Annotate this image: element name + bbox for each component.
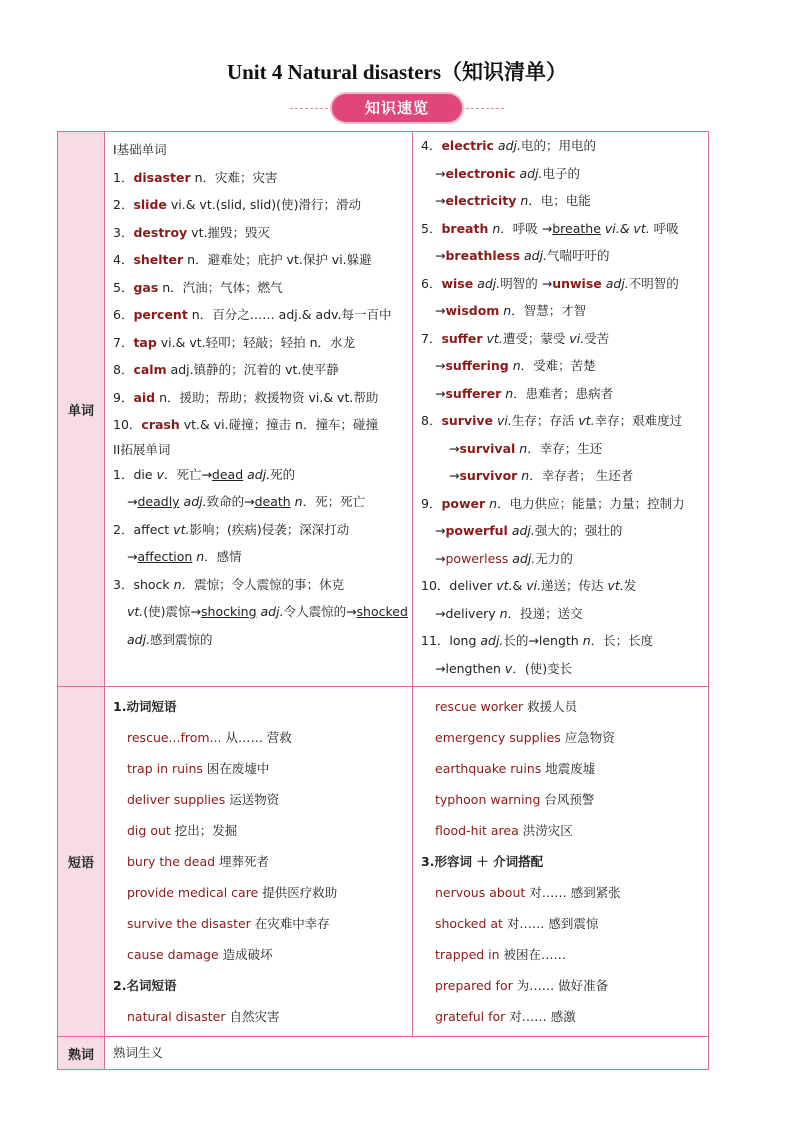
phrases-label: 短语	[58, 687, 105, 1037]
vocab-word: tap	[133, 334, 157, 350]
text-fragment: shocking	[201, 604, 257, 619]
text-fragment: sufferer	[445, 385, 502, 401]
word-definition: n．百分之…… adj.& adv.每一百中	[187, 307, 392, 322]
phrases-right-list	[413, 687, 708, 1036]
text-fragment: vi.	[526, 578, 542, 593]
word-line	[421, 380, 708, 408]
word-line	[421, 160, 708, 188]
basic-word-item	[113, 274, 412, 302]
ext-word-line	[113, 461, 412, 489]
text-fragment: →	[435, 385, 446, 401]
text-fragment: →	[435, 165, 446, 181]
basic-word-item	[113, 246, 412, 274]
text-fragment: 6．	[421, 275, 442, 291]
text-fragment: powerless	[445, 550, 509, 566]
text-fragment: ．呼吸 →	[500, 220, 553, 236]
text-fragment: survive	[441, 413, 494, 428]
word-line	[421, 132, 708, 160]
text-fragment: 感到震惊的	[150, 631, 213, 647]
text-fragment: 令人震惊的→	[283, 604, 357, 619]
phrase-en: grateful for	[435, 1009, 506, 1024]
phrase-item	[421, 691, 708, 722]
text-fragment: →	[435, 523, 446, 538]
text-fragment: n	[501, 385, 514, 401]
text-fragment: 受苦	[584, 330, 610, 346]
word-line	[421, 600, 708, 628]
phrase-item	[421, 939, 708, 970]
text-fragment: adj.	[520, 248, 548, 263]
phrase-zh: 救援人员	[523, 699, 578, 714]
badge-divider-right	[466, 108, 504, 109]
text-fragment: dead	[211, 466, 244, 482]
text-fragment: adj.	[473, 275, 501, 291]
phrase-en: rescue...from...	[127, 730, 222, 745]
phrase-zh: 挖出；发掘	[170, 823, 238, 838]
text-fragment: →	[127, 549, 138, 564]
word-definition: adj.镇静的；沉着的 vt.使平静	[166, 362, 339, 377]
extended-words-heading: II拓展单词	[113, 441, 171, 457]
text-fragment: →delivery	[435, 605, 500, 621]
item-number: 7．	[113, 334, 134, 350]
phrase-item	[421, 722, 708, 753]
text-fragment: ．幸存；生还	[527, 440, 603, 456]
text-fragment: 影响；(疾病)侵袭；深深打动	[189, 521, 350, 537]
phrase-en: emergency supplies	[435, 730, 561, 745]
phrase-en: deliver supplies	[127, 792, 226, 807]
text-fragment: v	[156, 466, 164, 482]
text-fragment: ．死；死亡	[302, 494, 366, 509]
text-fragment: vt.	[496, 578, 513, 593]
text-fragment: →	[449, 440, 460, 456]
vocab-word: crash	[141, 417, 180, 432]
noun-phrases-list	[113, 1001, 412, 1032]
text-fragment: vt.	[127, 604, 144, 619]
phrase-zh: 从…… 营救	[221, 730, 292, 745]
text-fragment: adj.	[507, 523, 535, 538]
text-fragment: adj.	[493, 138, 521, 153]
phrase-en: trapped in	[435, 947, 500, 962]
badge-divider-left	[290, 108, 328, 109]
text-fragment: shocked	[356, 604, 408, 619]
word-line	[421, 297, 708, 325]
phrase-item	[113, 908, 412, 939]
basic-word-item	[113, 411, 412, 439]
adj-prep-heading: 3.形容词 ＋ 介词搭配	[421, 854, 544, 869]
text-fragment: ．电；电能	[528, 193, 591, 208]
text-fragment: 递送；传达	[541, 578, 608, 593]
phrases-right-cell	[413, 687, 709, 1037]
basic-word-item	[113, 219, 412, 247]
word-line	[421, 462, 708, 490]
text-fragment: unwise	[552, 275, 602, 291]
text-fragment: ．投递；送交	[507, 605, 583, 621]
phrase-item	[113, 939, 412, 970]
vocab-word: slide	[133, 197, 167, 212]
words-row	[58, 132, 709, 687]
word-line	[421, 545, 708, 573]
item-number: 4．	[113, 252, 134, 267]
ext-word-line	[113, 598, 412, 626]
basic-words-list	[113, 164, 412, 439]
phrase-item	[421, 784, 708, 815]
word-definition: vt.& vi.碰撞；撞击 n．撞车；碰撞	[179, 417, 378, 432]
text-fragment: 电子的	[542, 165, 580, 181]
text-fragment: ．电力供应；能量；力量；控制力	[497, 495, 685, 511]
text-fragment: adj.	[480, 633, 504, 648]
ext-word-line	[113, 543, 412, 571]
word-line	[421, 655, 708, 683]
phrase-item	[113, 784, 412, 815]
vocab-word: disaster	[133, 169, 191, 185]
text-fragment: 2．affect	[113, 521, 174, 537]
text-fragment: ．患难者；患病者	[513, 385, 614, 401]
text-fragment: 发	[623, 578, 637, 593]
phrase-en: earthquake ruins	[435, 761, 542, 776]
phrase-en: nervous about	[435, 885, 526, 900]
text-fragment: suffering	[445, 358, 509, 373]
text-fragment: breath	[441, 220, 489, 236]
phrase-zh: 自然灾害	[225, 1009, 280, 1024]
text-fragment: →	[435, 358, 446, 373]
item-number: 10．	[113, 417, 142, 432]
text-fragment: 生存；存活	[511, 413, 579, 428]
text-fragment: 3．shock	[113, 576, 174, 592]
text-fragment: vt.	[607, 578, 624, 593]
word-definition: n．灾难；灾害	[190, 169, 278, 185]
vocab-word: shelter	[133, 252, 184, 267]
text-fragment: 致命的→	[206, 494, 255, 509]
phrase-en: provide medical care	[127, 885, 259, 900]
text-fragment: adj.	[601, 275, 629, 291]
word-line	[421, 325, 708, 353]
text-fragment: 1．die	[113, 466, 157, 482]
text-fragment: survivor	[459, 468, 518, 483]
word-line	[421, 270, 708, 298]
text-fragment: →	[127, 494, 138, 509]
word-line	[421, 215, 708, 243]
item-number: 8．	[113, 362, 134, 377]
phrase-item	[113, 815, 412, 846]
phrase-en: typhoon warning	[435, 792, 541, 807]
text-fragment: →	[435, 303, 446, 318]
word-line	[421, 187, 708, 215]
text-fragment: n	[582, 633, 591, 648]
text-fragment: ．感情	[204, 549, 242, 564]
ext-word-line	[113, 626, 412, 654]
text-fragment: 无力的	[535, 550, 573, 566]
phrase-zh: 为…… 做好准备	[512, 978, 609, 993]
item-number: 9．	[113, 389, 134, 405]
phrase-item	[421, 1001, 708, 1032]
phrase-zh: 埋葬死者	[215, 854, 270, 869]
text-fragment: →	[435, 550, 446, 566]
verb-phrases-list	[113, 722, 412, 970]
word-definition: vi.& vt.(slid, slid)(使)滑行；滑动	[166, 197, 361, 212]
phrases-row	[58, 687, 709, 1037]
text-fragment: adj.	[515, 165, 543, 181]
text-fragment: →	[435, 248, 446, 263]
phrase-en: natural disaster	[127, 1009, 226, 1024]
phrase-en: prepared for	[435, 978, 513, 993]
text-fragment: n	[516, 193, 529, 208]
text-fragment: adj.	[179, 494, 207, 509]
phrase-item	[113, 753, 412, 784]
text-fragment: n	[499, 605, 508, 621]
text-fragment: electric	[441, 138, 494, 153]
familiar-text: 熟词生义	[113, 1045, 164, 1060]
text-fragment: 不明智的	[628, 275, 679, 291]
phrase-zh: 运送物资	[225, 792, 280, 807]
text-fragment: →	[449, 468, 460, 483]
basic-word-item	[113, 356, 412, 384]
text-fragment: →	[435, 193, 446, 208]
text-fragment: powerful	[445, 523, 508, 538]
text-fragment: 4．	[421, 138, 442, 153]
text-fragment: vi.	[493, 413, 512, 428]
familiar-label: 熟词	[58, 1037, 105, 1070]
word-line	[421, 242, 708, 270]
phrase-en: trap in ruins	[127, 761, 203, 776]
phrase-item	[421, 970, 708, 1001]
words-right-list	[413, 132, 708, 686]
text-fragment: vt.	[578, 413, 595, 428]
text-fragment: vi.& vt.	[600, 220, 650, 236]
word-line	[421, 572, 708, 600]
word-line	[421, 435, 708, 463]
phrases-left-cell	[105, 687, 413, 1037]
text-fragment: 死的	[270, 466, 296, 482]
vocab-word: calm	[133, 362, 167, 377]
text-fragment: 电的；用电的	[520, 138, 596, 153]
basic-word-item	[113, 191, 412, 219]
text-fragment: &	[512, 578, 527, 593]
phrase-item	[421, 753, 708, 784]
phrase-item	[421, 877, 708, 908]
text-fragment: ．智慧；才智	[511, 303, 587, 318]
phrase-en: flood-hit area	[435, 823, 519, 838]
text-fragment: ．长；长度	[590, 633, 654, 648]
text-fragment: 10．deliver	[421, 578, 497, 593]
text-fragment: affection	[137, 549, 193, 564]
text-fragment: 长的→length	[503, 633, 583, 648]
text-fragment: 遭受；蒙受	[502, 330, 570, 346]
section-badge: 知识速览	[332, 94, 462, 122]
phrase-zh: 提供医疗救助	[258, 885, 338, 900]
phrase-item	[421, 815, 708, 846]
word-definition: n．汽油；气体；燃气	[158, 279, 283, 295]
vocab-word: aid	[133, 389, 156, 405]
text-fragment: vi.	[569, 330, 585, 346]
text-fragment: ．(使)变长	[512, 660, 573, 676]
noun-phrases-heading: 2.名词短语	[113, 978, 177, 993]
phrase-zh: 洪涝灾区	[518, 823, 573, 838]
text-fragment: survival	[459, 440, 516, 456]
text-fragment: 7．	[421, 330, 442, 346]
text-fragment: 9．	[421, 495, 442, 511]
phrase-item	[113, 722, 412, 753]
text-fragment: ．幸存者； 生还者	[529, 468, 634, 483]
basic-word-item	[113, 329, 412, 357]
ext-word-line	[113, 516, 412, 544]
text-fragment: n	[515, 440, 528, 456]
text-fragment: wise	[441, 275, 474, 291]
text-fragment: 幸存；艰难度过	[594, 413, 683, 428]
word-definition: vt.摧毁；毁灭	[187, 224, 270, 240]
text-fragment: adj.	[256, 604, 284, 619]
ext-word-line	[113, 571, 412, 599]
vocab-word: destroy	[133, 224, 188, 240]
phrase-en: bury the dead	[127, 854, 216, 869]
page-title: Unit 4 Natural disasters（知识清单）	[226, 60, 568, 84]
phrase-zh: 困在废墟中	[202, 761, 270, 776]
text-fragment: →lengthen	[435, 660, 505, 676]
word-definition: n．援助；帮助；救援物资 vi.& vt.帮助	[155, 389, 379, 405]
basic-words-heading: I基础单词	[113, 142, 167, 157]
text-fragment: 8．	[421, 413, 442, 428]
item-number: 5．	[113, 279, 134, 295]
basic-word-item	[113, 164, 412, 192]
basic-word-item	[113, 301, 412, 329]
text-fragment: n	[485, 495, 498, 511]
section-badge-wrap	[0, 94, 794, 124]
phrase-zh: 台风预警	[540, 792, 595, 807]
text-fragment: vt.	[173, 521, 190, 537]
item-number: 6．	[113, 307, 134, 322]
words-label: 单词	[58, 132, 105, 687]
item-number: 3．	[113, 224, 134, 240]
words-right-cell	[413, 132, 709, 687]
adj-prep-list	[421, 877, 708, 1032]
text-fragment: 11．long	[421, 633, 481, 648]
vocab-word: gas	[133, 279, 159, 295]
text-fragment: 气喘吁吁的	[547, 248, 610, 263]
phrase-item	[113, 877, 412, 908]
ext-word-line	[113, 488, 412, 516]
phrase-zh: 造成破坏	[218, 947, 273, 962]
word-line	[421, 352, 708, 380]
word-line	[421, 490, 708, 518]
phrase-item	[113, 846, 412, 877]
text-fragment: 强大的；强壮的	[534, 523, 623, 538]
phrase-zh: 对…… 感激	[505, 1009, 576, 1024]
text-fragment: n	[508, 358, 521, 373]
familiar-row	[58, 1037, 709, 1070]
text-fragment: electronic	[445, 165, 516, 181]
word-line	[421, 407, 708, 435]
phrase-item	[421, 908, 708, 939]
phrase-en: shocked at	[435, 916, 503, 931]
text-fragment: breathless	[445, 248, 521, 263]
familiar-cell	[105, 1037, 709, 1070]
text-fragment: ．震惊；令人震惊的事；休克	[181, 576, 345, 592]
text-fragment: wisdom	[445, 303, 500, 318]
word-line	[421, 517, 708, 545]
phrase-zh: 在灾难中幸存	[250, 916, 330, 931]
text-fragment: n	[192, 549, 205, 564]
text-fragment: n	[290, 494, 303, 509]
phrase-zh: 地震废墟	[541, 761, 596, 776]
text-fragment: (使)震惊→	[143, 604, 202, 619]
text-fragment: death	[254, 494, 291, 509]
text-fragment: deadly	[137, 494, 180, 509]
text-fragment: 明智的 →	[500, 275, 553, 291]
phrase-en: dig out	[127, 823, 171, 838]
phrases-left-list	[105, 687, 412, 1036]
text-fragment: 呼吸	[649, 220, 679, 236]
phrase-zh: 对…… 感到震惊	[502, 916, 599, 931]
text-fragment: 5．	[421, 220, 442, 236]
text-fragment: suffer	[441, 330, 483, 346]
phrase-item	[113, 1001, 412, 1032]
phrase-zh: 对…… 感到紧张	[525, 885, 621, 900]
phrase-en: cause damage	[127, 947, 219, 962]
text-fragment: n	[499, 303, 512, 318]
phrase-zh: 应急物资	[560, 730, 615, 745]
words-left-cell	[105, 132, 413, 687]
noun-phrases-list-continued	[421, 691, 708, 846]
text-fragment: adj.	[243, 466, 271, 482]
text-fragment: adj.	[127, 631, 151, 647]
phrase-en: survive the disaster	[127, 916, 251, 931]
word-definition: vi.& vt.轻叩；轻敲；轻拍 n．水龙	[156, 334, 356, 350]
knowledge-table	[57, 131, 709, 1070]
item-number: 1．	[113, 169, 134, 185]
text-fragment: adj.	[508, 550, 536, 566]
text-fragment: breathe	[552, 220, 601, 236]
item-number: 2．	[113, 197, 134, 212]
word-definition: n．避难处；庇护 vt.保护 vi.躲避	[183, 252, 372, 267]
words-left-list	[105, 132, 412, 657]
word-line	[421, 627, 708, 655]
text-fragment: ．受难；苦楚	[520, 358, 596, 373]
text-fragment: electricity	[445, 193, 517, 208]
text-fragment: ．死亡→	[163, 466, 212, 482]
text-fragment: n	[173, 576, 182, 592]
phrase-zh: 被困在……	[499, 947, 567, 962]
text-fragment: power	[441, 495, 486, 511]
text-fragment: n	[517, 468, 530, 483]
text-fragment: n	[488, 220, 501, 236]
basic-word-item	[113, 384, 412, 412]
vocab-word: percent	[133, 307, 188, 322]
text-fragment: v	[504, 660, 513, 676]
phrase-en: rescue worker	[435, 699, 524, 714]
text-fragment: vt.	[482, 330, 503, 346]
verb-phrases-heading: 1.动词短语	[113, 699, 177, 714]
